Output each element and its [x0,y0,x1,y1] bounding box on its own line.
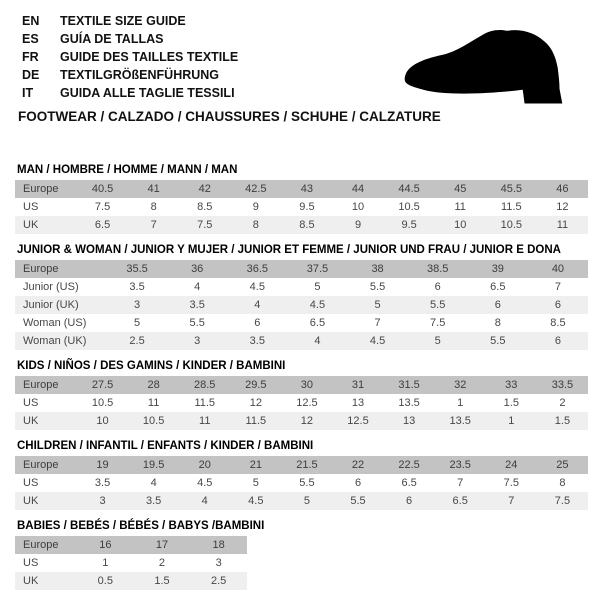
size-cell: 13 [384,412,435,430]
row-label: Woman (UK) [15,332,107,350]
size-cell: 23.5 [435,456,486,474]
size-cell: 28.5 [179,376,230,394]
row-label: Europe [15,376,77,394]
size-cell: 8.5 [550,317,566,329]
size-cell: 38.5 [408,260,468,278]
language-row-it [22,84,238,102]
size-cell: 10 [435,216,486,234]
table-row-europe [15,536,247,554]
size-cell: 9 [332,216,383,234]
size-cell: 21 [230,456,281,474]
size-cell: 38 [348,260,408,278]
size-cell: 11 [537,216,588,234]
size-cell: 4 [227,296,287,314]
size-cell: 7.5 [179,216,230,234]
row-label: UK [15,412,77,430]
language-label: TEXTILGRÖßENFÜHRUNG [60,68,220,82]
row-label: Europe [15,260,107,278]
size-cell: 3 [107,296,167,314]
size-cell: 10 [351,201,365,213]
size-cell: 7 [486,492,537,510]
size-cell: 5 [281,492,332,510]
size-cell: 2.5 [190,572,247,590]
row-label: Europe [15,180,77,198]
size-cell: 3.5 [128,492,179,510]
size-cell: 27.5 [77,376,128,394]
table-title-babies: BABIES / BEBÉS / BÉBÉS / BABYS /BAMBINI [17,520,265,532]
size-cell: 11 [454,201,466,213]
row-label: US [23,201,39,213]
size-cell: 5.5 [332,492,383,510]
size-cell: 2.5 [107,332,167,350]
language-title-list [22,12,238,102]
size-cell: 9 [252,201,259,213]
size-cell: 11 [147,397,160,409]
size-cell: 10.5 [398,201,420,213]
language-code: DE [22,68,40,82]
size-cell: 10 [77,412,128,430]
row-label: Junior (UK) [15,296,107,314]
language-label: GUIDA ALLE TAGLIE TESSILI [60,86,235,100]
size-cell: 11 [179,412,230,430]
size-cell: 25 [537,456,588,474]
size-cell: 8.5 [281,216,332,234]
row-label: US [23,557,39,569]
size-cell: 3.5 [167,296,227,314]
size-cell: 7.5 [503,477,519,489]
row-label: Woman (US) [23,317,87,329]
size-cell: 13.5 [435,412,486,430]
size-cell: 7.5 [94,201,111,213]
language-code: EN [22,14,40,28]
size-cell: 12.5 [296,397,318,409]
size-cell: 7 [554,281,561,293]
size-cell: 12 [281,412,332,430]
size-cell: 19 [77,456,128,474]
table-row-europe [15,180,588,198]
size-cell: 33.5 [537,376,588,394]
size-cell: 0.5 [77,572,134,590]
table-title-junior-woman: JUNIOR & WOMAN / JUNIOR Y MUJER / JUNIOR ET FEMME / JUNIOR UND FRAU / JUNIOR E DONA [17,244,561,256]
size-table-grid-junior-woman [15,260,588,350]
size-cell: 17 [134,536,191,554]
language-code: IT [22,86,34,100]
size-cell: 8.5 [197,201,213,213]
size-cell: 42.5 [230,180,281,198]
size-cell: 9.5 [299,201,315,213]
language-row-en [22,12,238,30]
table-row-junior-us- [15,278,588,296]
size-cell: 4 [150,477,157,489]
category-title: FOOTWEAR / CALZADO / CHAUSSURES / SCHUHE / CALZATURE [18,109,441,124]
size-cell: 36 [167,260,227,278]
size-cell: 6 [468,296,528,314]
table-row-europe [15,376,588,394]
size-cell: 1.5 [537,412,588,430]
size-cell: 8 [559,477,566,489]
size-cell: 9.5 [384,216,435,234]
table-row-europe [15,260,588,278]
size-cell: 20 [179,456,230,474]
size-table-children [15,440,588,510]
size-cell: 11.5 [194,397,216,409]
size-cell: 6.5 [490,281,506,293]
size-cell: 12 [556,201,569,213]
size-cell: 6.5 [435,492,486,510]
size-cell: 5 [134,317,141,329]
size-cell: 7 [374,317,381,329]
table-title-kids: KIDS / NIÑOS / DES GAMINS / KINDER / BAMBINI [17,360,286,372]
table-row-uk [15,492,588,510]
table-row-junior-uk- [15,296,588,314]
size-cell: 6.5 [309,317,326,329]
size-cell: 31 [332,376,383,394]
language-label: TEXTILE SIZE GUIDE [60,14,186,28]
size-cell: 3 [167,332,227,350]
table-title-children: CHILDREN / INFANTIL / ENFANTS / KINDER / BAMBINI [17,440,314,452]
row-label: US [23,477,39,489]
size-cell: 22.5 [384,456,435,474]
size-cell: 44 [332,180,383,198]
row-label: UK [15,216,77,234]
size-cell: 13.5 [398,397,420,409]
size-cell: 12.5 [332,412,383,430]
language-label: GUÍA DE TALLAS [60,32,164,46]
size-table-man [15,164,588,234]
size-cell: 6.5 [77,216,128,234]
size-cell: 13 [351,397,365,409]
size-cell: 8 [150,201,157,213]
size-cell: 5.5 [299,477,315,489]
size-cell: 7.5 [430,317,446,329]
size-table-babies [15,520,588,590]
size-cell: 1.5 [134,572,191,590]
table-row-us [15,474,588,492]
table-row-us [15,198,588,216]
size-cell: 33 [486,376,537,394]
size-cell: 5.5 [369,281,386,293]
row-label: UK [15,492,77,510]
table-row-uk [15,572,247,590]
table-title-man: MAN / HOMBRE / HOMME / MANN / MAN [17,164,238,176]
size-cell: 31.5 [384,376,435,394]
size-cell: 4 [179,492,230,510]
size-cell: 5.5 [468,332,528,350]
size-cell: 40 [528,260,588,278]
table-row-us [15,394,588,412]
dress-shoe-icon [390,18,580,110]
size-cell: 16 [77,536,134,554]
size-cell: 28 [128,376,179,394]
language-row-fr [22,48,238,66]
table-row-woman-us- [15,314,588,332]
size-table-grid-children [15,456,588,510]
size-cell: 3.5 [94,477,111,489]
size-cell: 10.5 [91,397,114,409]
row-label: Junior (US) [23,281,79,293]
size-cell: 6.5 [401,477,417,489]
size-table-junior-woman [15,244,588,350]
size-cell: 32 [435,376,486,394]
size-cell: 3.5 [129,281,145,293]
size-cell: 4.5 [287,296,347,314]
size-cell: 6 [528,332,588,350]
size-cell: 21.5 [281,456,332,474]
language-code: ES [22,32,39,46]
row-label: US [23,397,39,409]
row-label: Europe [15,456,77,474]
size-cell: 2 [559,397,566,409]
size-cell: 4 [194,281,201,293]
size-table-grid-man [15,180,588,234]
size-cell: 43 [281,180,332,198]
size-cell: 8 [494,317,501,329]
size-cell: 7.5 [537,492,588,510]
size-cell: 3.5 [227,332,287,350]
size-cell: 37.5 [287,260,347,278]
size-cell: 45.5 [486,180,537,198]
size-cell: 11.5 [230,412,281,430]
size-cell: 19.5 [128,456,179,474]
size-cell: 5.5 [189,317,205,329]
size-cell: 6 [528,296,588,314]
size-cell: 2 [158,557,166,569]
size-cell: 36.5 [227,260,287,278]
size-cell: 41 [128,180,179,198]
size-cell: 1 [102,557,109,569]
size-cell: 4.5 [249,281,265,293]
size-cell: 6 [434,281,441,293]
language-row-es [22,30,238,48]
size-cell: 39 [468,260,528,278]
size-cell: 10.5 [486,216,537,234]
size-cell: 4 [287,332,347,350]
size-cell: 40.5 [77,180,128,198]
size-table-grid-babies [15,536,247,590]
size-cell: 3 [77,492,128,510]
size-cell: 1.5 [503,397,519,409]
size-cell: 5 [408,332,468,350]
size-cell: 3 [215,557,222,569]
size-cell: 7 [128,216,179,234]
table-row-europe [15,456,588,474]
size-cell: 18 [190,536,247,554]
table-row-uk [15,216,588,234]
size-cell: 5 [252,477,259,489]
size-cell: 6 [384,492,435,510]
size-cell: 22 [332,456,383,474]
size-cell: 5 [348,296,408,314]
size-cell: 6 [254,317,261,329]
row-label: Europe [15,536,77,554]
table-row-uk [15,412,588,430]
table-row-woman-uk- [15,332,588,350]
language-code: FR [22,50,39,64]
size-table-kids [15,360,588,430]
row-label: UK [15,572,77,590]
size-cell: 35.5 [107,260,167,278]
size-cell: 46 [537,180,588,198]
size-table-grid-kids [15,376,588,430]
size-cell: 11.5 [501,201,522,213]
size-cell: 10.5 [128,412,179,430]
size-cell: 12 [249,397,262,409]
language-label: GUIDE DES TAILLES TEXTILE [60,50,239,64]
size-cell: 1 [486,412,537,430]
size-cell: 4.5 [230,492,281,510]
size-cell: 6 [354,477,362,489]
table-row-us [15,554,247,572]
size-cell: 30 [281,376,332,394]
size-cell: 1 [457,397,464,409]
size-cell: 45 [435,180,486,198]
language-row-de [22,66,238,84]
size-cell: 4.5 [348,332,408,350]
size-cell: 29.5 [230,376,281,394]
size-cell: 44.5 [384,180,435,198]
size-cell: 42 [179,180,230,198]
size-cell: 7 [457,477,464,489]
size-tables [15,164,588,600]
size-cell: 5.5 [408,296,468,314]
size-cell: 4.5 [197,477,213,489]
size-cell: 5 [314,281,321,293]
size-cell: 24 [486,456,537,474]
size-cell: 8 [230,216,281,234]
